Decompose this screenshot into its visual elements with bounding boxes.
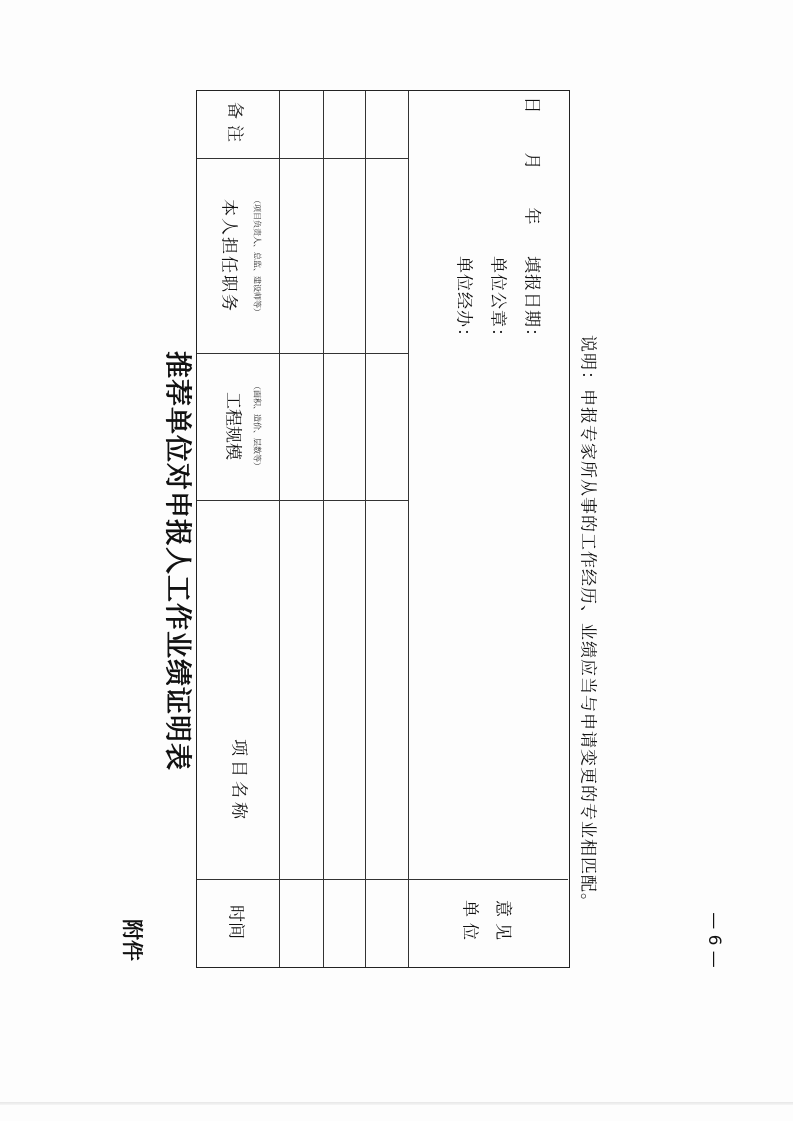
col-divider-scale <box>197 353 409 354</box>
col-divider-project-name <box>197 500 409 501</box>
sign-handler: 单位经办： <box>453 256 474 346</box>
header-scale-note: （面积、造价、层数等） <box>252 382 262 470</box>
header-position-note: （项目负责人、总监、建设师等） <box>252 196 262 316</box>
sign-seal: 单位公章： <box>487 256 508 346</box>
footer-note: 说明：申报专家所从事的工作经历、业绩应当与申请变更的专业相匹配。 <box>577 335 598 911</box>
header-time: 时间 <box>225 905 246 939</box>
document-title: 推荐单位对申报人工作业绩证明表 <box>161 351 193 771</box>
page-number: — 6 — <box>704 912 724 968</box>
sign-date-label: 填报日期： <box>521 256 542 346</box>
row-divider-opinion <box>408 91 409 967</box>
header-remark: 备注 <box>224 102 245 148</box>
achievement-table <box>196 90 570 968</box>
col-divider-position <box>197 158 409 159</box>
sign-month: 月 <box>521 152 542 170</box>
opinion-label-line1: 单位 <box>459 900 480 946</box>
header-scale: 工程规模 <box>222 392 243 460</box>
row-divider-2 <box>365 91 366 967</box>
attachment-label: 附件 <box>120 919 144 961</box>
sign-year: 年 <box>521 207 542 225</box>
header-project-name: 项目名称 <box>228 739 249 823</box>
opinion-label-line2: 意见 <box>492 900 513 946</box>
row-divider-header <box>279 91 280 967</box>
row-divider-1 <box>323 91 324 967</box>
col-divider-time <box>197 879 568 880</box>
sign-day: 日 <box>521 96 542 114</box>
page-edge <box>0 1102 793 1105</box>
header-position: 本人担任职务 <box>218 199 239 313</box>
